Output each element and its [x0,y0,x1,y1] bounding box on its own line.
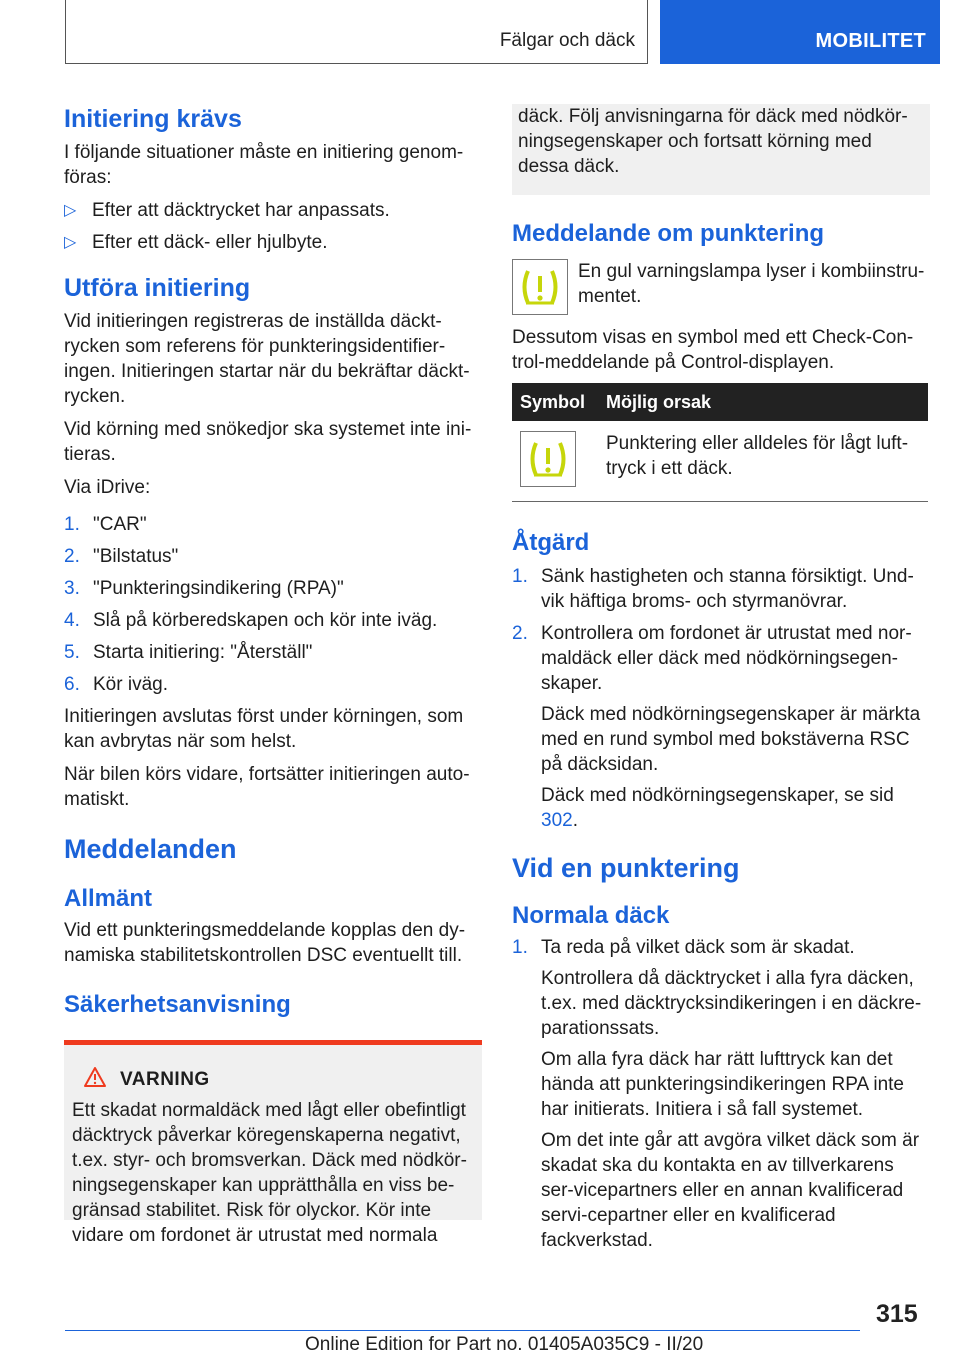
tire-pressure-warning-icon [520,431,576,487]
heading-init-required: Initiering krävs [64,105,242,133]
warning-text: Ett skadat normaldäck med lågt eller obefintligt däcktryck påverkar köregenskaperna negativt, t.ex. styr- och bromsverkan. Däck med nödkör-ningsegenskaper kan upprätthålla en viss be-gränsad stabilitet. Risk för olyckor. Kör inte vidare om fordonet är utrustat med normala [72,1100,467,1246]
table-cell-symbol [512,421,598,502]
header-section-tab [65,0,648,64]
tire-pressure-warning-icon [512,259,568,315]
warning-box [64,1040,482,1246]
page-number: 315 [876,1300,918,1328]
table-row [512,421,928,502]
list-item: 6. Kör iväg. [64,674,168,695]
warning-label: VARNING [120,1068,210,1090]
table-header-row [512,383,928,421]
list-item: 5. Starta initiering: "Återställ" [64,642,313,663]
warning-title [84,1067,474,1092]
footer-divider [65,1330,860,1331]
heading-puncture-message: Meddelande om punktering [512,220,825,247]
paragraph: Däck med nödkörningsegenskaper är märkta med en rund symbol med bokstäverna RSC på däcksidan. [541,704,921,775]
symbol-table [512,383,928,502]
paragraph: Vid körning med snökedjor ska systemet inte ini-tieras. [64,419,472,465]
left-column [64,104,482,1246]
paragraph: Initieringen avslutas först under körningen, som kan avbrytas när som helst. [64,706,464,752]
header-chapter-tab [660,0,940,64]
warning-continued-text: däck. Följ anvisningarna för däck med nödkör-ningsegenskaper och fortsatt körning med dessa däck. [518,106,908,177]
paragraph: Vid ett punkteringsmeddelande kopplas den dy-namiska stabilitetskontrollen DSC eventuellt till. [64,920,466,966]
heading-safety: Säkerhetsanvisning [64,991,291,1018]
page-reference-link[interactable]: 302 [541,810,573,831]
header-chapter-title: MOBILITET [815,30,926,52]
right-column [512,104,930,1260]
paragraph: När bilen körs vidare, fortsätter initieringen auto-matiskt. [64,764,470,810]
lamp-text: En gul varningslampa lyser i kombiinstru-mentet. [578,261,925,307]
paragraph: Om det inte går att avgöra vilket däck som är skadat ska du kontakta en av tillverkarens ser-vicepartners eller en annan kvalificerad servi-cepartner eller en kvalificerad fackverkstad. [541,1130,920,1251]
paragraph: Vid initieringen registreras de inställda däckt-rycken som referens för punkteringsidentifier-ingen. Initieringen startar när du bekräftar däckt-rycken. [64,311,470,407]
table-header-symbol: Symbol [512,383,598,421]
list-item: 4. Slå på körberedskapen och kör inte iväg. [64,610,438,631]
table-cell-cause: Punktering eller alldeles för lågt luft-tryck i ett däck. [598,421,928,502]
table-header-cause: Möjlig orsak [598,383,928,421]
list-item: 2. Kontrollera om fordonet är utrustat med nor-maldäck eller däck med nödkörningsegen-skaper. Däck med nödkörningsegenskaper är märkta med en rund symbol med bokstäverna RSC på däcksidan. Däck med nödkörningsegenskaper, se sid 302. [512,621,930,833]
paragraph: Om alla fyra däck har rätt lufttryck kan det hända att punkteringsindikeringen RPA inte har initierats. Initiera i så fall systemet. [541,1049,905,1120]
list-item: 1. Sänk hastigheten och stanna försiktigt. Und-vik häftiga broms- och styrmanövrar. [512,566,914,612]
paragraph: Via iDrive: [64,477,151,498]
list-item: 1. "CAR" [64,514,147,535]
paragraph: Dessutom visas en symbol med ett Check-Con-trol-meddelande på Control-displayen. [512,327,914,373]
warning-continuation-box [512,104,930,195]
paragraph: Däck med nödkörningsegenskaper, se sid 302. [541,785,894,831]
init-required-intro: I följande situationer måste en initiering genom-föras: [64,142,464,188]
list-item: ▷ Efter ett däck- eller hjulbyte. [64,232,328,253]
heading-action: Åtgärd [512,529,590,556]
footer-edition: Online Edition for Part no. 01405A035C9 - II/20 [305,1334,704,1355]
paragraph: Kontrollera då däcktrycket i alla fyra däcken, t.ex. med däcktrycksindikeringen i en däckre-parationssats. [541,968,922,1039]
heading-flat-tire: Vid en punktering [512,853,740,883]
heading-general: Allmänt [64,885,153,912]
list-item: 2. "Bilstatus" [64,546,179,567]
init-required-list [64,198,482,255]
heading-messages: Meddelanden [64,834,237,864]
list-item: 3. "Punkteringsindikering (RPA)" [64,578,344,599]
warning-triangle-icon [84,1067,106,1092]
header-section-title: Fälgar och däck [499,30,635,51]
triangle-bullet-icon: ▷ [64,202,77,219]
list-item: 1. Ta reda på vilket däck som är skadat. Kontrollera då däcktrycket i alla fyra däcken, t.ex. med däcktrycksindikeringen i en däckre-parationssats. Om alla fyra däck har rätt lufttryck kan det hända att punkteringsindikeringen RPA inte har initierats. Initiera i så fall systemet. Om det inte går att avgöra vilket däck som är skadat ska du kontakta en av tillverkarens ser-vicepartners eller en annan kvalificerad servi-cepartner eller en kvalificerad fackverkstad. [512,935,930,1253]
triangle-bullet-icon: ▷ [64,234,77,251]
list-item: ▷ Efter att däcktrycket har anpassats. [64,200,390,221]
idrive-steps [64,512,482,697]
flat-tire-steps [512,935,930,1253]
lamp-row [512,259,930,315]
action-steps [512,564,930,833]
heading-normal-tires: Normala däck [512,902,670,929]
heading-perform-init: Utföra initiering [64,274,251,302]
